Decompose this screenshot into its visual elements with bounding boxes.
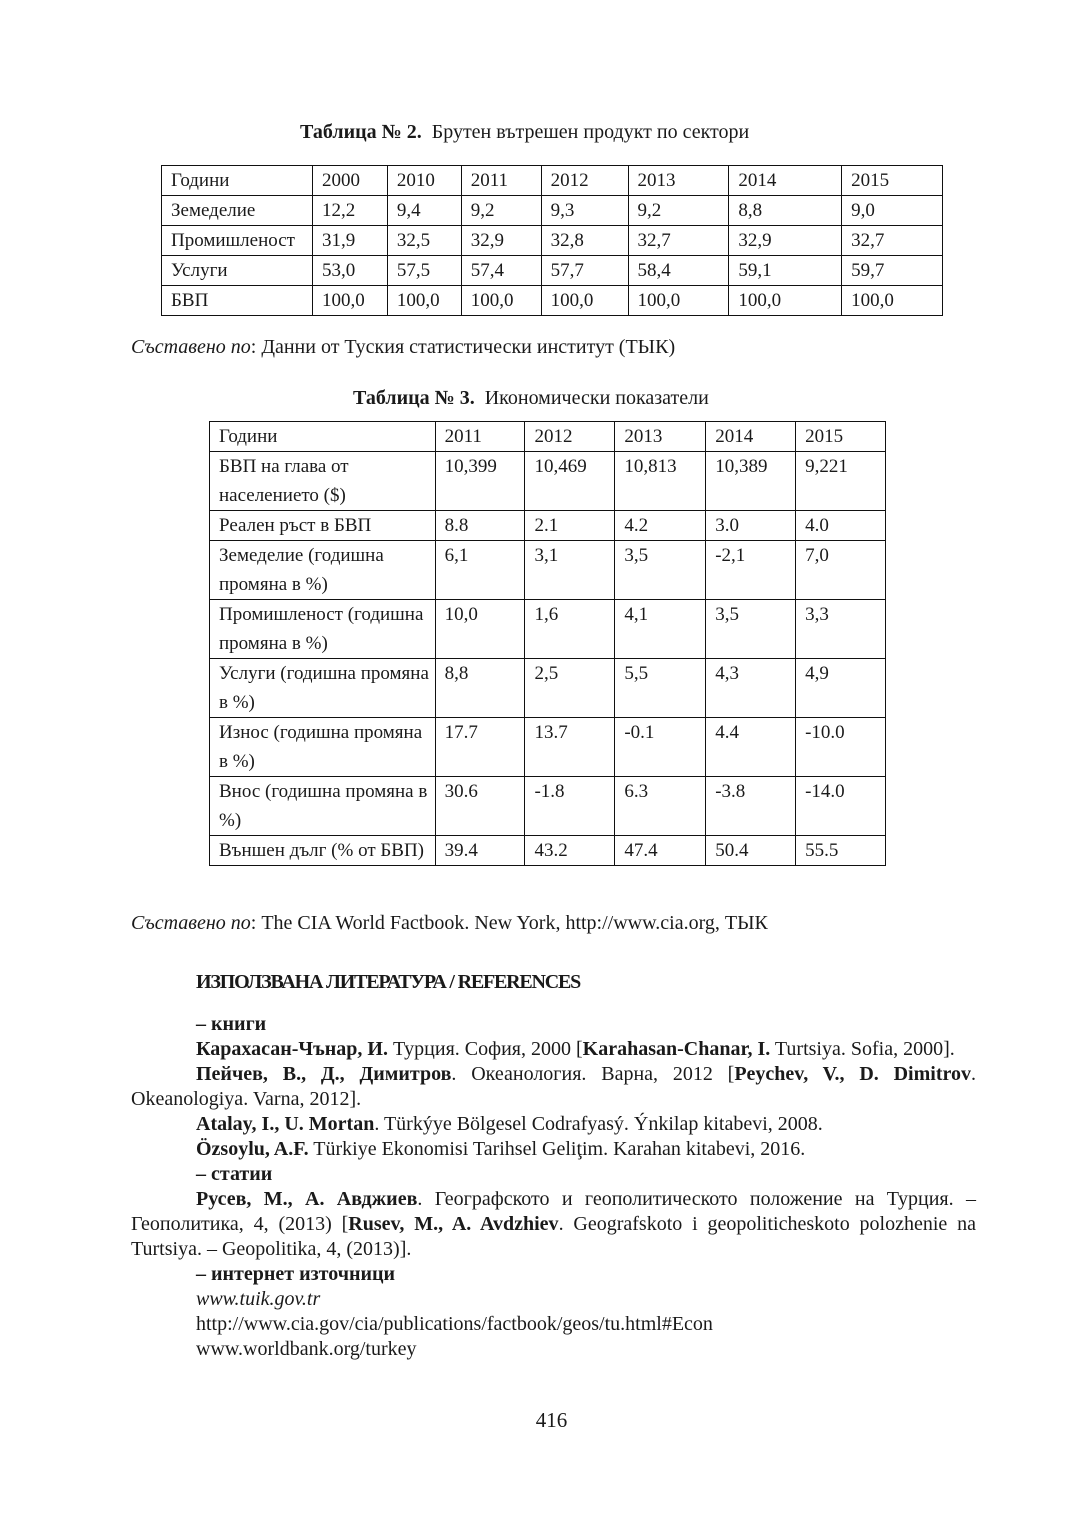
table3-caption — [353, 387, 709, 410]
value-cell: 10,0 — [435, 600, 525, 659]
reference-author: Пейчев, В., Д., Димитров — [196, 1063, 452, 1085]
value-cell: 4,9 — [796, 659, 886, 718]
articles-label: – статии — [196, 1163, 273, 1185]
table2-source — [131, 336, 675, 359]
page-number: 416 — [535, 1408, 568, 1432]
value-cell: 100,0 — [461, 286, 541, 316]
value-cell: -3.8 — [706, 777, 796, 836]
table2-source-text: : Данни от Туския статистически институт (ТЫК) — [250, 336, 676, 358]
reference-author: Русев, М., А. Авджиев — [196, 1188, 418, 1210]
table2-row — [162, 196, 943, 226]
reference-author: Rusev, M., A. Avdzhiev — [348, 1213, 559, 1235]
value-cell: 32,8 — [541, 226, 628, 256]
internet-link-worldbank[interactable]: www.worldbank.org/turkey — [196, 1338, 417, 1360]
row-label-cell: Реален ръст в БВП — [210, 511, 436, 541]
value-cell: 100,0 — [541, 286, 628, 316]
table3-source-label: Съставено по — [131, 912, 251, 934]
row-label-cell: Земеделие (годишна промяна в %) — [210, 541, 436, 600]
value-cell: 10,399 — [435, 452, 525, 511]
table2-header-row — [162, 166, 943, 196]
row-label-cell: Износ (годишна промяна в %) — [210, 718, 436, 777]
value-cell: 7,0 — [796, 541, 886, 600]
table3-caption-label: Таблица № 3. — [353, 387, 475, 409]
table2-source-label: Съставено по — [131, 336, 251, 358]
value-cell: 30.6 — [435, 777, 525, 836]
table3-row — [210, 836, 886, 866]
value-cell: 4,3 — [706, 659, 796, 718]
value-cell: 3,5 — [706, 600, 796, 659]
value-cell: 32,5 — [387, 226, 461, 256]
value-cell: 3,5 — [615, 541, 706, 600]
table3-row — [210, 718, 886, 777]
value-cell: 2010 — [387, 166, 461, 196]
table2-caption-label: Таблица № 2. — [300, 121, 422, 143]
value-cell: 2013 — [628, 166, 729, 196]
value-cell: 59,7 — [842, 256, 943, 286]
row-label-cell: Години — [210, 422, 436, 452]
reference-text: Turtsiya. Sofia, 2000]. — [770, 1038, 955, 1060]
value-cell: 8,8 — [435, 659, 525, 718]
value-cell: 9,4 — [387, 196, 461, 226]
table3-row — [210, 541, 886, 600]
value-cell: 12,2 — [312, 196, 387, 226]
value-cell: 53,0 — [312, 256, 387, 286]
value-cell: 2000 — [312, 166, 387, 196]
value-cell: 57,5 — [387, 256, 461, 286]
reference-author: Peychev, V., D. Dimitrov — [734, 1063, 971, 1085]
row-label-cell: Промишленост — [162, 226, 313, 256]
references — [131, 970, 976, 1362]
table2-row — [162, 226, 943, 256]
value-cell: 100,0 — [312, 286, 387, 316]
reference-text: . Türkýye Bölgesel Codrafyasý. Ýnkilap kitabevi, 2008. — [374, 1113, 823, 1135]
value-cell: 8.8 — [435, 511, 525, 541]
value-cell: 4.2 — [615, 511, 706, 541]
articles-list — [131, 1187, 976, 1262]
value-cell: 2014 — [706, 422, 796, 452]
table2 — [161, 165, 943, 316]
value-cell: 2.1 — [525, 511, 615, 541]
value-cell: 9,3 — [541, 196, 628, 226]
value-cell: 6,1 — [435, 541, 525, 600]
row-label-cell: БВП на глава от населението ($) — [210, 452, 436, 511]
row-label-cell: Външен дълг (% от БВП) — [210, 836, 436, 866]
table3 — [209, 421, 886, 866]
value-cell: 50.4 — [706, 836, 796, 866]
table2-caption — [300, 121, 749, 144]
value-cell: 5,5 — [615, 659, 706, 718]
value-cell: -10.0 — [796, 718, 886, 777]
value-cell: 2011 — [461, 166, 541, 196]
table3-row — [210, 600, 886, 659]
row-label-cell: Земеделие — [162, 196, 313, 226]
value-cell: 6.3 — [615, 777, 706, 836]
table3-caption-title: Икономически показатели — [484, 387, 709, 409]
value-cell: 9,2 — [628, 196, 729, 226]
table3-row — [210, 659, 886, 718]
reference-author: Карахасан-Чънар, И. — [196, 1038, 388, 1060]
value-cell: 59,1 — [729, 256, 842, 286]
value-cell: 2012 — [541, 166, 628, 196]
books-list — [131, 1037, 976, 1162]
value-cell: 57,7 — [541, 256, 628, 286]
books-label: – книги — [196, 1013, 267, 1035]
row-label-cell: Години — [162, 166, 313, 196]
value-cell: 10,389 — [706, 452, 796, 511]
row-label-cell: Услуги (годишна промяна в %) — [210, 659, 436, 718]
value-cell: 8,8 — [729, 196, 842, 226]
value-cell: 10,813 — [615, 452, 706, 511]
value-cell: 39.4 — [435, 836, 525, 866]
reference-text: . Океанология. Варна, 2012 [ — [451, 1063, 735, 1085]
table2-row — [162, 286, 943, 316]
value-cell: 100,0 — [729, 286, 842, 316]
value-cell: 100,0 — [628, 286, 729, 316]
reference-entry — [131, 1112, 976, 1137]
value-cell: 32,9 — [461, 226, 541, 256]
value-cell: 100,0 — [842, 286, 943, 316]
value-cell: -0.1 — [615, 718, 706, 777]
value-cell: 31,9 — [312, 226, 387, 256]
row-label-cell: Промишленост (годишна промяна в %) — [210, 600, 436, 659]
value-cell: 2011 — [435, 422, 525, 452]
value-cell: 4.0 — [796, 511, 886, 541]
table3-row — [210, 452, 886, 511]
value-cell: 2013 — [615, 422, 706, 452]
value-cell: 4.4 — [706, 718, 796, 777]
internet-label: – интернет източници — [196, 1263, 396, 1285]
table3-source — [131, 912, 768, 935]
value-cell: 3.0 — [706, 511, 796, 541]
value-cell: -14.0 — [796, 777, 886, 836]
value-cell: 55.5 — [796, 836, 886, 866]
reference-author: Karahasan-Chanar, I. — [582, 1038, 771, 1060]
row-label-cell: БВП — [162, 286, 313, 316]
value-cell: 32,7 — [842, 226, 943, 256]
reference-text: . Географското и геополитическото положение на Турция. – Геополитика, 4, (2013) [ — [131, 1188, 976, 1235]
value-cell: 2015 — [842, 166, 943, 196]
table2-caption-title: Брутен вътрешен продукт по сектори — [431, 121, 750, 143]
value-cell: 43.2 — [525, 836, 615, 866]
reference-text: . Geografskoto i geopoliticheskoto polozhenie na Turtsiya. – Geopolitika, 4, (2013)]. — [131, 1213, 976, 1260]
reference-entry — [131, 1187, 976, 1262]
reference-text: Türkiye Ekonomisi Tarihsel Geliţim. Karahan kitabevi, 2016. — [308, 1138, 806, 1160]
references-heading: ИЗПОЛЗВАНА ЛИТЕРАТУРА / REFERENCES — [196, 971, 581, 993]
internet-link-cia[interactable]: http://www.cia.gov/cia/publications/factbook/geos/tu.html#Econ — [196, 1313, 713, 1335]
internet-link-tuik[interactable]: www.tuik.gov.tr — [196, 1288, 321, 1310]
value-cell: 100,0 — [387, 286, 461, 316]
value-cell: 4,1 — [615, 600, 706, 659]
reference-author: Özsoylu, A.F. — [196, 1138, 309, 1160]
value-cell: 2014 — [729, 166, 842, 196]
value-cell: 47.4 — [615, 836, 706, 866]
value-cell: 2,5 — [525, 659, 615, 718]
reference-entry — [131, 1037, 976, 1062]
row-label-cell: Услуги — [162, 256, 313, 286]
value-cell: 3,3 — [796, 600, 886, 659]
value-cell: 57,4 — [461, 256, 541, 286]
value-cell: 9,221 — [796, 452, 886, 511]
value-cell: 9,0 — [842, 196, 943, 226]
table3-source-text: : The CIA World Factbook. New York, http://www.cia.org, ТЫК — [250, 912, 768, 934]
reference-text: . Okeanologiya. Varna, 2012]. — [131, 1063, 976, 1110]
reference-entry — [131, 1137, 976, 1162]
value-cell: 1,6 — [525, 600, 615, 659]
value-cell: 9,2 — [461, 196, 541, 226]
value-cell: -1.8 — [525, 777, 615, 836]
row-label-cell: Внос (годишна промяна в %) — [210, 777, 436, 836]
value-cell: 3,1 — [525, 541, 615, 600]
table2-row — [162, 256, 943, 286]
reference-text: Турция. София, 2000 [ — [387, 1038, 583, 1060]
value-cell: 32,9 — [729, 226, 842, 256]
table3-row — [210, 511, 886, 541]
value-cell: 13.7 — [525, 718, 615, 777]
reference-entry — [131, 1062, 976, 1112]
value-cell: 10,469 — [525, 452, 615, 511]
value-cell: 2012 — [525, 422, 615, 452]
value-cell: -2,1 — [706, 541, 796, 600]
value-cell: 2015 — [796, 422, 886, 452]
table3-header-row — [210, 422, 886, 452]
reference-author: Atalay, I., U. Mortan — [196, 1113, 375, 1135]
value-cell: 17.7 — [435, 718, 525, 777]
table3-row — [210, 777, 886, 836]
value-cell: 32,7 — [628, 226, 729, 256]
value-cell: 58,4 — [628, 256, 729, 286]
